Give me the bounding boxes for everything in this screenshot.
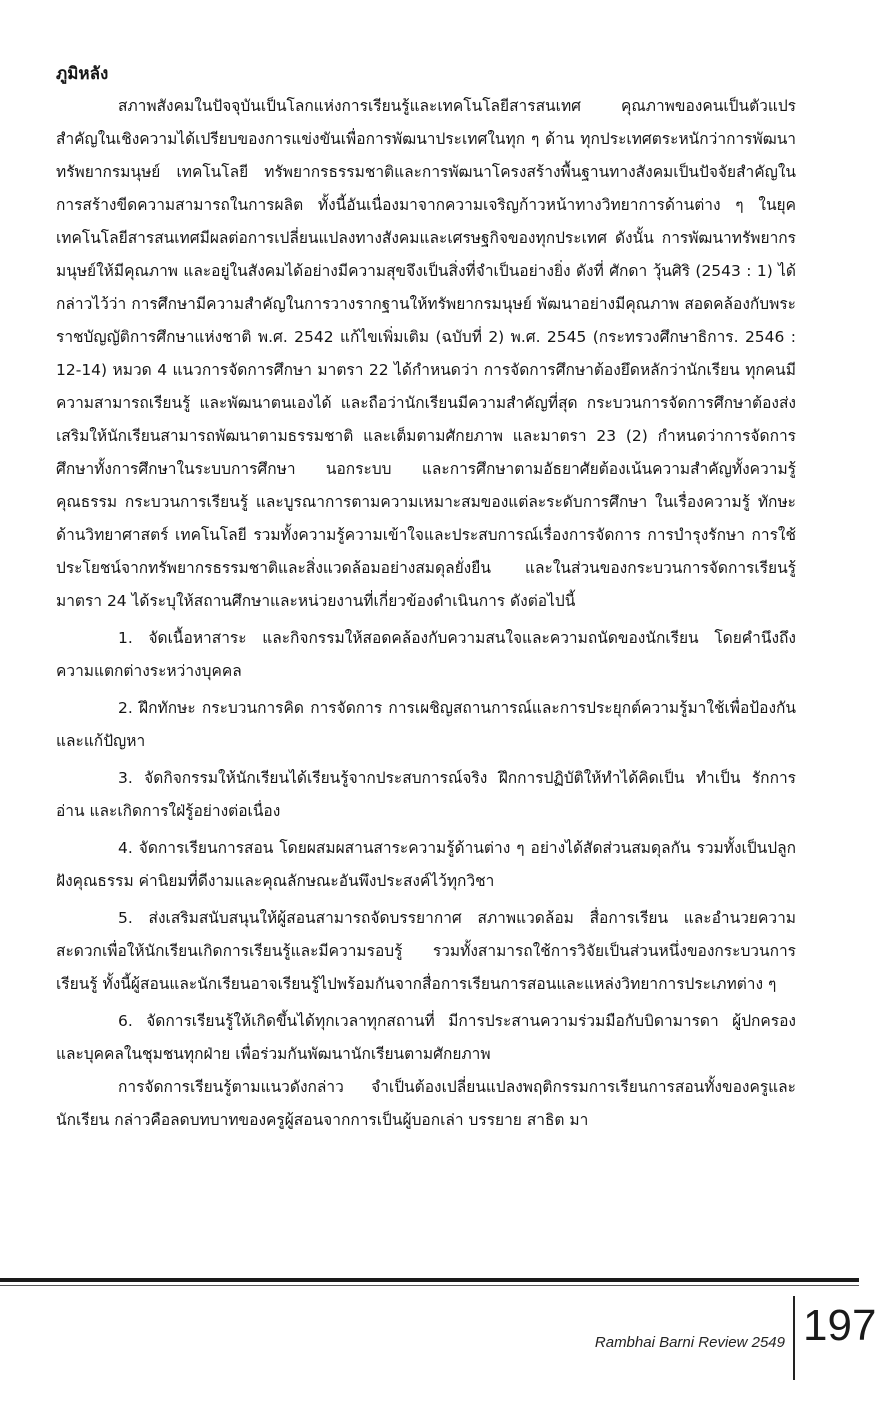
- closing-paragraph: การจัดการเรียนรู้ตามแนวดังกล่าว จำเป็นต้องเปลี่ยนแปลงพฤติกรรมการเรียนการสอนทั้งของครูและนักเรียน กล่าวคือลดบทบาทของครูผู้สอนจากการเป็นผู้บอกเล่า บรรยาย สาธิต มา: [56, 1078, 796, 1129]
- section-heading: ภูมิหลัง: [56, 64, 109, 84]
- list-item-4: 4. จัดการเรียนการสอน โดยผสมผสานสาระความรู้ด้านต่าง ๆ อย่างได้สัดส่วนสมดุลกัน รวมทั้งเป็นปลูกฝังคุณธรรม ค่านิยมที่ดีงามและคุณลักษณะอันพึงประสงค์ไว้ทุกวิชา: [56, 839, 796, 890]
- page-number: 197: [803, 1301, 876, 1350]
- list-item-3: 3. จัดกิจกรรมให้นักเรียนได้เรียนรู้จากประสบการณ์จริง ฝึกการปฏิบัติให้ทำได้คิดเป็น ทำเป็น รักการอ่าน และเกิดการใฝ่รู้อย่างต่อเนื่อง: [56, 769, 796, 820]
- footer-divider: [793, 1296, 795, 1380]
- body-text: [56, 56, 796, 1137]
- list-item-6: 6. จัดการเรียนรู้ให้เกิดขึ้นได้ทุกเวลาทุกสถานที่ มีการประสานความร่วมมือกับบิดามารดา ผู้ปกครองและบุคคลในชุมชนทุกฝ่าย เพื่อร่วมกันพัฒนานักเรียนตามศักยภาพ: [56, 1012, 796, 1063]
- list-item-1: 1. จัดเนื้อหาสาระ และกิจกรรมให้สอดคล้องกับความสนใจและความถนัดของนักเรียน โดยคำนึงถึงความแตกต่างระหว่างบุคคล: [56, 629, 796, 680]
- journal-title: Rambhai Barni Review 2549: [594, 1334, 785, 1351]
- list-item-5: 5. ส่งเสริมสนับสนุนให้ผู้สอนสามารถจัดบรรยากาศ สภาพแวดล้อม สื่อการเรียน และอำนวยความสะดวกเพื่อให้นักเรียนเกิดการเรียนรู้และมีความรอบรู้ รวมทั้งสามารถใช้การวิจัยเป็นส่วนหนึ่งของกระบวนการเรียนรู้ ทั้งนี้ผู้สอนและนักเรียนอาจเรียนรู้ไปพร้อมกันจากสื่อการเรียนการสอนและแหล่งวิทยาการประเภทต่าง ๆ: [56, 909, 796, 993]
- list-item-2: 2. ฝึกทักษะ กระบวนการคิด การจัดการ การเผชิญสถานการณ์และการประยุกต์ความรู้มาใช้เพื่อป้องกันและแก้ปัญหา: [56, 699, 796, 750]
- footer-rule: [0, 1278, 859, 1282]
- intro-paragraph: สภาพสังคมในปัจจุบันเป็นโลกแห่งการเรียนรู้และเทคโนโลยีสารสนเทศ คุณภาพของคนเป็นตัวแปรสำคัญในเชิงความได้เปรียบของการแข่งขันเพื่อการพัฒนาประเทศในทุก ๆ ด้าน ทุกประเทศตระหนักว่าการพัฒนาทรัพยากรมนุษย์ เทคโนโลยี ทรัพยากรธรรมชาติและการพัฒนาโครงสร้างพื้นฐานทางสังคมเป็นปัจจัยสำคัญในการสร้างขีดความสามารถในการผลิต ทั้งนี้อันเนื่องมาจากความเจริญก้าวหน้าทางวิทยาการด้านต่าง ๆ ในยุคเทคโนโลยีสารสนเทศมีผลต่อการเปลี่ยนแปลงทางสังคมและเศรษฐกิจของทุกประเทศ ดังนั้น การพัฒนาทรัพยากรมนุษย์ให้มีคุณภาพ และอยู่ในสังคมได้อย่างมีความสุขจึงเป็นสิ่งที่จำเป็นอย่างยิ่ง ดังที่ ศักดา วุ้นศิริ (2543 : 1) ได้กล่าวไว้ว่า การศึกษามีความสำคัญในการวางรากฐานให้ทรัพยากรมนุษย์ พัฒนาอย่างมีคุณภาพ สอดคล้องกับพระราชบัญญัติการศึกษาแห่งชาติ พ.ศ. 2542 แก้ไขเพิ่มเติม (ฉบับที่ 2) พ.ศ. 2545 (กระทรวงศึกษาธิการ. 2546 : 12-14) หมวด 4 แนวการจัดการศึกษา มาตรา 22 ได้กำหนดว่า การจัดการศึกษาต้องยึดหลักว่านักเรียน ทุกคนมีความสามารถเรียนรู้ และพัฒนาตนเองได้ และถือว่านักเรียนมีความสำคัญที่สุด กระบวนการจัดการศึกษาต้องส่งเสริมให้นักเรียนสามารถพัฒนาตามธรรมชาติ และเต็มตามศักยภาพ และมาตรา 23 (2) กำหนดว่าการจัดการศึกษาทั้งการศึกษาในระบบการศึกษา นอกระบบ และการศึกษาตามอัธยาศัยต้องเน้นความสำคัญทั้งความรู้ คุณธรรม กระบวนการเรียนรู้ และบูรณาการตามความเหมาะสมของแต่ละระดับการศึกษา ในเรื่องความรู้ ทักษะด้านวิทยาศาสตร์ เทคโนโลยี รวมทั้งความรู้ความเข้าใจและประสบการณ์เรื่องการจัดการ การบำรุงรักษา การใช้ประโยชน์จากทรัพยากรธรรมชาติและสิ่งแวดล้อมอย่างสมดุลยั่งยืน และในส่วนของกระบวนการจัดการเรียนรู้ มาตรา 24 ได้ระบุให้สถานศึกษาและหน่วยงานที่เกี่ยวข้องดำเนินการ ดังต่อไปนี้: [56, 97, 796, 610]
- footer-rule-thin: [0, 1285, 859, 1286]
